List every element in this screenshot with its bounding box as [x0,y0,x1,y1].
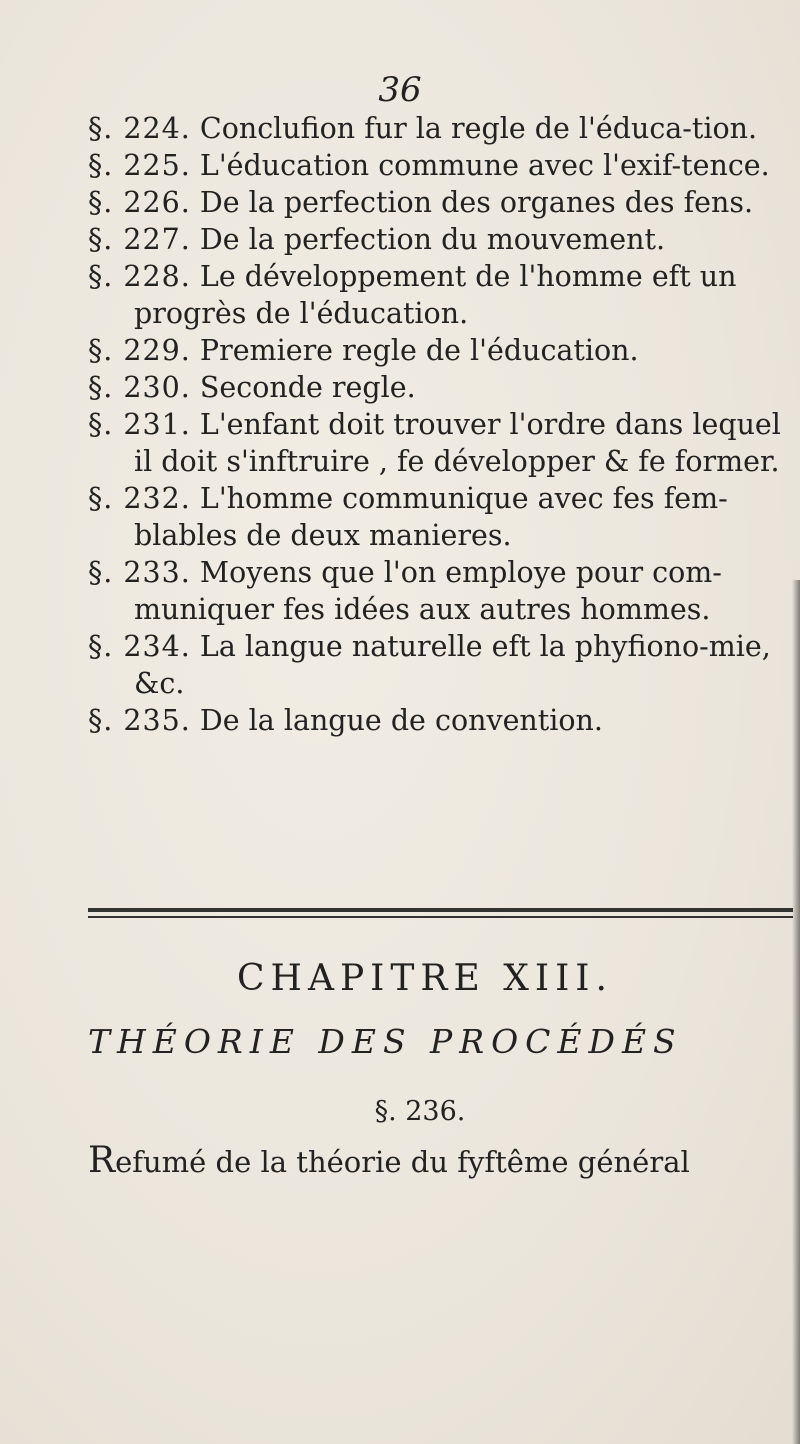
entry-text: Le développement de l'homme eft un progrès de l'éducation. [134,260,737,330]
entry-text: Moyens que l'on employe pour com-muniquer fes idées aux autres hommes. [134,556,722,626]
section-number: §. 233. [88,556,191,589]
section-number: §. 230. [88,371,191,404]
section-number: §. 228. [88,260,191,293]
section-heading: §. 236. [374,1096,466,1127]
section-number: §. 227. [88,223,191,256]
toc-entry [88,110,788,147]
page-edge-shadow [792,580,800,1444]
toc-entry [88,184,788,221]
entry-text: Seconde regle. [199,371,416,404]
toc-entry [88,406,788,480]
initial-letter: R [88,1140,116,1181]
entry-text: La langue naturelle eft la phyfiono-mie, &c. [134,630,771,700]
toc-entry [88,628,788,702]
toc-entry [88,702,788,739]
toc-entry [88,147,788,184]
entry-text: Conclufion fur la regle de l'éduca-tion. [199,112,758,145]
toc-entry [88,369,788,406]
toc-entry [88,258,788,332]
toc-entry [88,332,788,369]
entry-text: L'homme communique avec fes fem-blables de deux manieres. [134,482,728,552]
section-number: §. 224. [88,112,191,145]
section-number: §. 231. [88,408,191,441]
toc-entry [88,554,788,628]
entry-text: L'enfant doit trouver l'ordre dans lequel il doit s'inftruire , fe développer & fe former. [134,408,781,478]
body-text: efumé de la théorie du fyftême général [115,1145,690,1179]
entry-text: L'éducation commune avec l'exif-tence. [199,149,770,182]
section-number: §. 232. [88,482,191,515]
chapter-divider-thick [88,908,793,912]
section-number: §. 226. [88,186,191,219]
toc-entry [88,480,788,554]
chapter-divider-thin [88,916,793,918]
section-number: §. 225. [88,149,191,182]
chapter-title: CHAPITRE XIII. [237,958,613,999]
body-paragraph [88,1140,788,1181]
toc-entry [88,221,788,258]
entry-text: De la langue de convention. [199,704,603,737]
entry-text: De la perfection du mouvement. [199,223,666,256]
entry-text: Premiere regle de l'éducation. [199,334,639,367]
chapter-subtitle: THÉORIE DES PROCÉDÉS [88,1022,683,1061]
table-of-contents-list [88,110,788,739]
section-number: §. 234. [88,630,191,663]
entry-text: De la perfection des organes des fens. [199,186,754,219]
section-number: §. 235. [88,704,191,737]
section-number: §. 229. [88,334,191,367]
page-number: 36 [378,70,422,110]
